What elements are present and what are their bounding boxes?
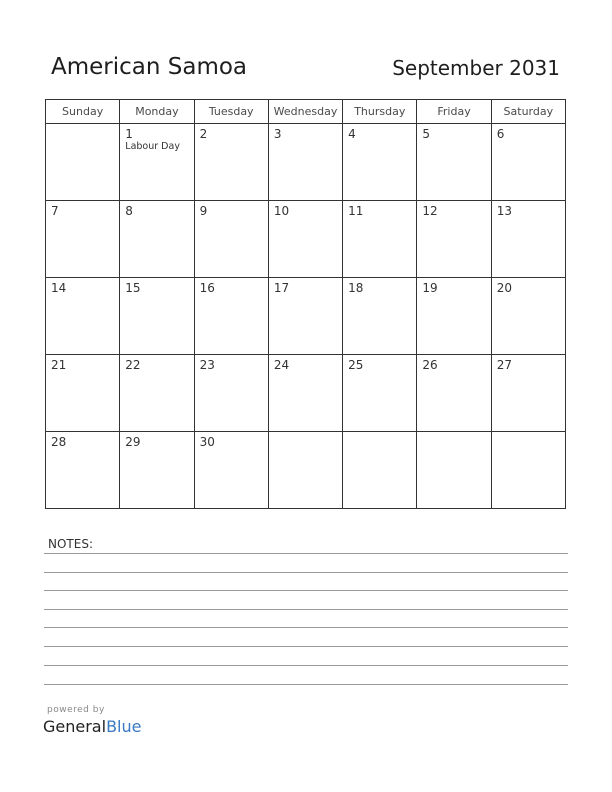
day-number: 25: [348, 358, 364, 372]
note-line: [44, 609, 568, 610]
day-number: 7: [51, 204, 59, 218]
month-year-title: September 2031: [392, 56, 560, 80]
weekday-monday: Monday: [120, 100, 194, 124]
calendar-grid: [45, 99, 566, 509]
note-line: [44, 646, 568, 647]
day-cell: [343, 355, 417, 432]
day-number: 20: [496, 281, 512, 295]
region-title: American Samoa: [51, 54, 248, 80]
day-number: 28: [51, 435, 67, 449]
day-cell: [417, 278, 491, 355]
note-line: [44, 684, 568, 685]
day-cell: [46, 124, 120, 201]
day-cell: [46, 201, 120, 278]
day-number: 15: [125, 281, 141, 295]
day-number: 24: [273, 358, 290, 372]
weekday-tuesday: Tuesday: [194, 100, 268, 124]
day-cell: [491, 124, 565, 201]
day-number: 1: [125, 127, 133, 141]
day-number: 19: [422, 281, 438, 295]
day-number: 27: [496, 358, 512, 372]
day-number: 6: [496, 127, 505, 141]
day-number: 29: [125, 435, 141, 449]
day-number: 14: [51, 281, 67, 295]
day-cell: [268, 201, 342, 278]
day-cell: [491, 432, 565, 509]
generalblue-logo: [43, 717, 141, 736]
day-cell: [194, 201, 268, 278]
day-cell: [120, 278, 194, 355]
day-cell: [343, 201, 417, 278]
week-row-1: [46, 124, 566, 201]
day-cell: [417, 201, 491, 278]
day-number: 26: [422, 358, 438, 372]
day-number: 21: [51, 358, 67, 372]
day-cell: [343, 124, 417, 201]
holiday-label: Labour Day: [125, 141, 180, 152]
day-number: 4: [348, 127, 356, 141]
day-number: 11: [348, 204, 364, 218]
day-cell: [268, 124, 342, 201]
powered-by-text: powered by: [47, 705, 105, 715]
week-row-5: [46, 432, 566, 509]
day-cell: [194, 355, 268, 432]
day-cell: [120, 432, 194, 509]
day-number: 17: [273, 281, 290, 295]
day-cell: [46, 278, 120, 355]
day-number: 18: [348, 281, 364, 295]
weekday-friday: Friday: [417, 100, 491, 124]
day-number: 5: [422, 127, 431, 141]
note-line: [44, 665, 568, 666]
day-cell: [120, 124, 194, 201]
weekday-sunday: Sunday: [46, 100, 120, 124]
notes-label: NOTES:: [48, 537, 93, 551]
day-cell: [491, 278, 565, 355]
day-cell: [268, 432, 342, 509]
day-number: 13: [496, 204, 512, 218]
day-number: 22: [125, 358, 141, 372]
week-row-2: [46, 201, 566, 278]
day-cell: [417, 355, 491, 432]
day-cell: [194, 278, 268, 355]
day-cell: [491, 201, 565, 278]
brand-general: General: [43, 717, 107, 736]
day-number: 30: [199, 435, 215, 449]
day-number: 23: [199, 358, 215, 372]
day-cell: [120, 355, 194, 432]
day-cell: [343, 278, 417, 355]
day-number: 2: [199, 127, 208, 141]
day-number: 8: [125, 204, 133, 218]
day-cell: [120, 201, 194, 278]
day-number: 16: [199, 281, 215, 295]
note-line: [44, 553, 568, 554]
day-cell: [268, 278, 342, 355]
weekday-saturday: Saturday: [491, 100, 565, 124]
week-row-4: [46, 355, 566, 432]
weekday-wednesday: Wednesday: [268, 100, 342, 124]
day-cell: [46, 432, 120, 509]
day-cell: [194, 124, 268, 201]
week-row-3: [46, 278, 566, 355]
brand-blue: Blue: [106, 717, 142, 736]
day-number: 9: [199, 204, 208, 218]
note-line: [44, 572, 568, 573]
day-number: 12: [422, 204, 438, 218]
day-cell: [491, 355, 565, 432]
day-cell: [268, 355, 342, 432]
day-cell: [46, 355, 120, 432]
day-number: 10: [273, 204, 290, 218]
note-line: [44, 590, 568, 591]
day-cell: [194, 432, 268, 509]
day-number: 3: [273, 127, 282, 141]
day-cell: [343, 432, 417, 509]
weekday-thursday: Thursday: [343, 100, 417, 124]
note-line: [44, 627, 568, 628]
weekday-header-row: [46, 100, 566, 124]
day-cell: [417, 124, 491, 201]
day-cell: [417, 432, 491, 509]
